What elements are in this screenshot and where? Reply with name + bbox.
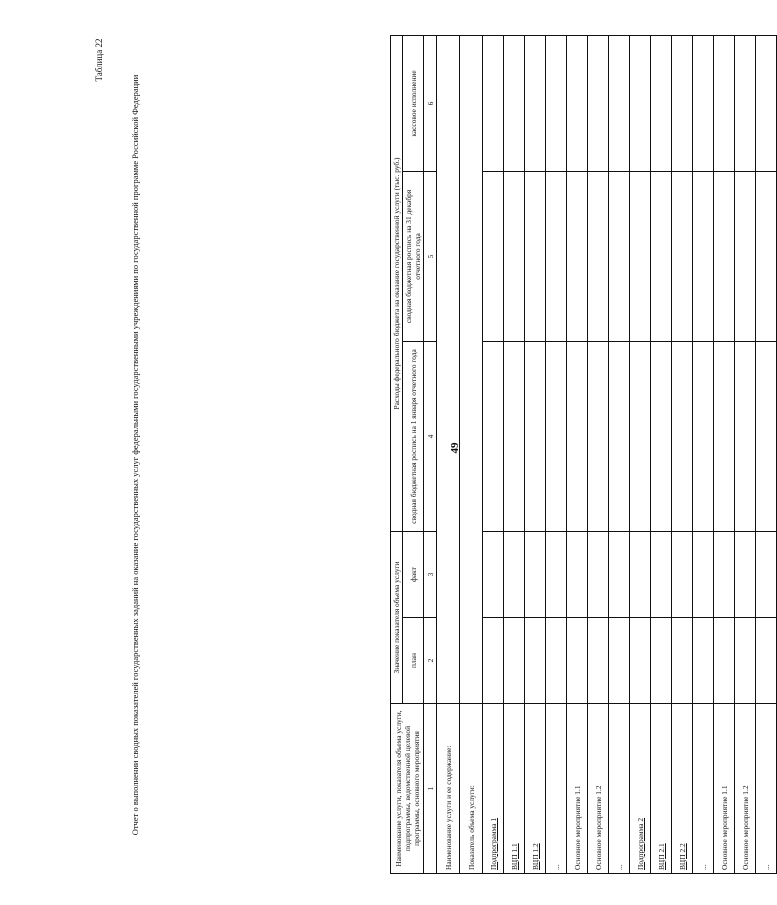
row-label: Основное мероприятие 1.2 — [588, 704, 609, 874]
table-row — [735, 35, 756, 873]
column-number: 2 — [424, 618, 437, 704]
empty-cell — [504, 341, 525, 531]
empty-cell — [504, 171, 525, 341]
empty-cell — [651, 531, 672, 617]
empty-cell — [756, 171, 777, 341]
header-budget-dec: сводная бюджетная роспись на 31 декабря отчетного года — [403, 171, 424, 341]
row-label: ... — [693, 704, 714, 874]
empty-cell — [483, 35, 504, 171]
empty-cell — [630, 531, 651, 617]
row-label: Подпрограмма 2 — [630, 704, 651, 874]
empty-cell — [609, 341, 630, 531]
empty-cell — [693, 171, 714, 341]
report-table-wrapper — [390, 36, 771, 874]
empty-cell — [588, 35, 609, 171]
empty-cell — [630, 618, 651, 704]
row-label: ... — [546, 704, 567, 874]
empty-cell — [504, 618, 525, 704]
empty-cell — [630, 341, 651, 531]
row-label: Основное мероприятие 1.1 — [714, 704, 735, 874]
empty-cell — [714, 618, 735, 704]
empty-cell — [525, 171, 546, 341]
empty-cell — [567, 171, 588, 341]
empty-cell — [672, 171, 693, 341]
row-label: ВЦП 1.1 — [504, 704, 525, 874]
empty-cell — [567, 618, 588, 704]
row-label: Наименование услуги и ее содержание: — [437, 704, 460, 874]
empty-cell — [756, 35, 777, 171]
header-federal-expenses: Расходы федерального бюджета на оказание государственной услуги (тыс. руб.) — [391, 35, 403, 531]
empty-cell — [546, 341, 567, 531]
table-row — [693, 35, 714, 873]
header-budget-jan: сводная бюджетная роспись на 1 января отчетного года — [403, 341, 424, 531]
header-cash-execution: кассовое исполнение — [403, 35, 424, 171]
table-row — [504, 35, 525, 873]
empty-cell — [483, 171, 504, 341]
table-row — [588, 35, 609, 873]
column-number: 3 — [424, 531, 437, 617]
empty-cell — [483, 618, 504, 704]
empty-cell — [525, 341, 546, 531]
empty-cell — [588, 618, 609, 704]
empty-cell — [756, 341, 777, 531]
empty-cell — [672, 531, 693, 617]
empty-cell — [693, 618, 714, 704]
empty-cell — [651, 618, 672, 704]
empty-cell — [588, 531, 609, 617]
empty-cell — [735, 618, 756, 704]
empty-cell — [609, 35, 630, 171]
empty-cell — [588, 171, 609, 341]
column-number: 1 — [424, 704, 437, 874]
table-row — [609, 35, 630, 873]
empty-cell — [756, 531, 777, 617]
table-row — [437, 35, 460, 873]
table-row — [630, 35, 651, 873]
row-label: ... — [609, 704, 630, 874]
empty-cell — [714, 341, 735, 531]
empty-cell — [588, 341, 609, 531]
empty-cell — [525, 531, 546, 617]
empty-cell — [567, 341, 588, 531]
empty-cell — [714, 171, 735, 341]
table-row — [546, 35, 567, 873]
empty-cell — [483, 341, 504, 531]
empty-cell — [630, 171, 651, 341]
empty-cell — [714, 35, 735, 171]
empty-cell — [672, 341, 693, 531]
column-number: 5 — [424, 171, 437, 341]
empty-cell — [651, 341, 672, 531]
empty-cell — [651, 171, 672, 341]
empty-cell — [460, 35, 483, 703]
table-row — [672, 35, 693, 873]
row-label: ВЦП 2.1 — [651, 704, 672, 874]
empty-cell — [567, 531, 588, 617]
empty-cell — [735, 35, 756, 171]
empty-cell — [693, 531, 714, 617]
header-volume-indicator: Значение показателя объема услуги — [391, 531, 403, 703]
empty-cell — [504, 531, 525, 617]
empty-cell — [546, 171, 567, 341]
table-number: Таблица 22 — [94, 38, 104, 82]
table-row — [714, 35, 735, 873]
header-service-name: Наименование услуги, показателя объема услуги, подпрограммы, ведомственной целевой программы, основного мероприятия — [391, 704, 424, 874]
column-number: 6 — [424, 35, 437, 171]
table-row — [567, 35, 588, 873]
empty-cell — [546, 531, 567, 617]
empty-cell — [567, 35, 588, 171]
table-row — [651, 35, 672, 873]
table-row — [460, 35, 483, 873]
empty-cell — [525, 618, 546, 704]
empty-cell — [483, 531, 504, 617]
row-label: ВЦП 1.2 — [525, 704, 546, 874]
report-table — [390, 35, 777, 874]
report-title: Отчет о выполнении сводных показателей государственных заданий на оказание государственных услуг федеральными государственными учреждениями по государственной программе Российской Федерации — [130, 74, 140, 836]
row-label: Показатель объема услуги: — [460, 704, 483, 874]
page-number: 49 — [449, 442, 461, 454]
empty-cell — [735, 341, 756, 531]
empty-cell — [693, 341, 714, 531]
table-row — [483, 35, 504, 873]
table-row — [525, 35, 546, 873]
empty-cell — [525, 35, 546, 171]
row-label: ... — [756, 704, 777, 874]
row-label: Основное мероприятие 1.2 — [735, 704, 756, 874]
empty-cell — [609, 618, 630, 704]
column-number: 4 — [424, 341, 437, 531]
empty-cell — [546, 35, 567, 171]
row-label: Основное мероприятие 1.1 — [567, 704, 588, 874]
empty-cell — [735, 171, 756, 341]
header-fact: факт — [403, 531, 424, 617]
empty-cell — [756, 618, 777, 704]
empty-cell — [437, 35, 460, 703]
table-row — [756, 35, 777, 873]
empty-cell — [630, 35, 651, 171]
empty-cell — [714, 531, 735, 617]
empty-cell — [693, 35, 714, 171]
empty-cell — [609, 531, 630, 617]
empty-cell — [609, 171, 630, 341]
empty-cell — [672, 35, 693, 171]
empty-cell — [735, 531, 756, 617]
empty-cell — [672, 618, 693, 704]
empty-cell — [504, 35, 525, 171]
row-label: Подпрограмма 1 — [483, 704, 504, 874]
empty-cell — [651, 35, 672, 171]
empty-cell — [546, 618, 567, 704]
header-plan: план — [403, 618, 424, 704]
row-label: ВЦП 2.2 — [672, 704, 693, 874]
